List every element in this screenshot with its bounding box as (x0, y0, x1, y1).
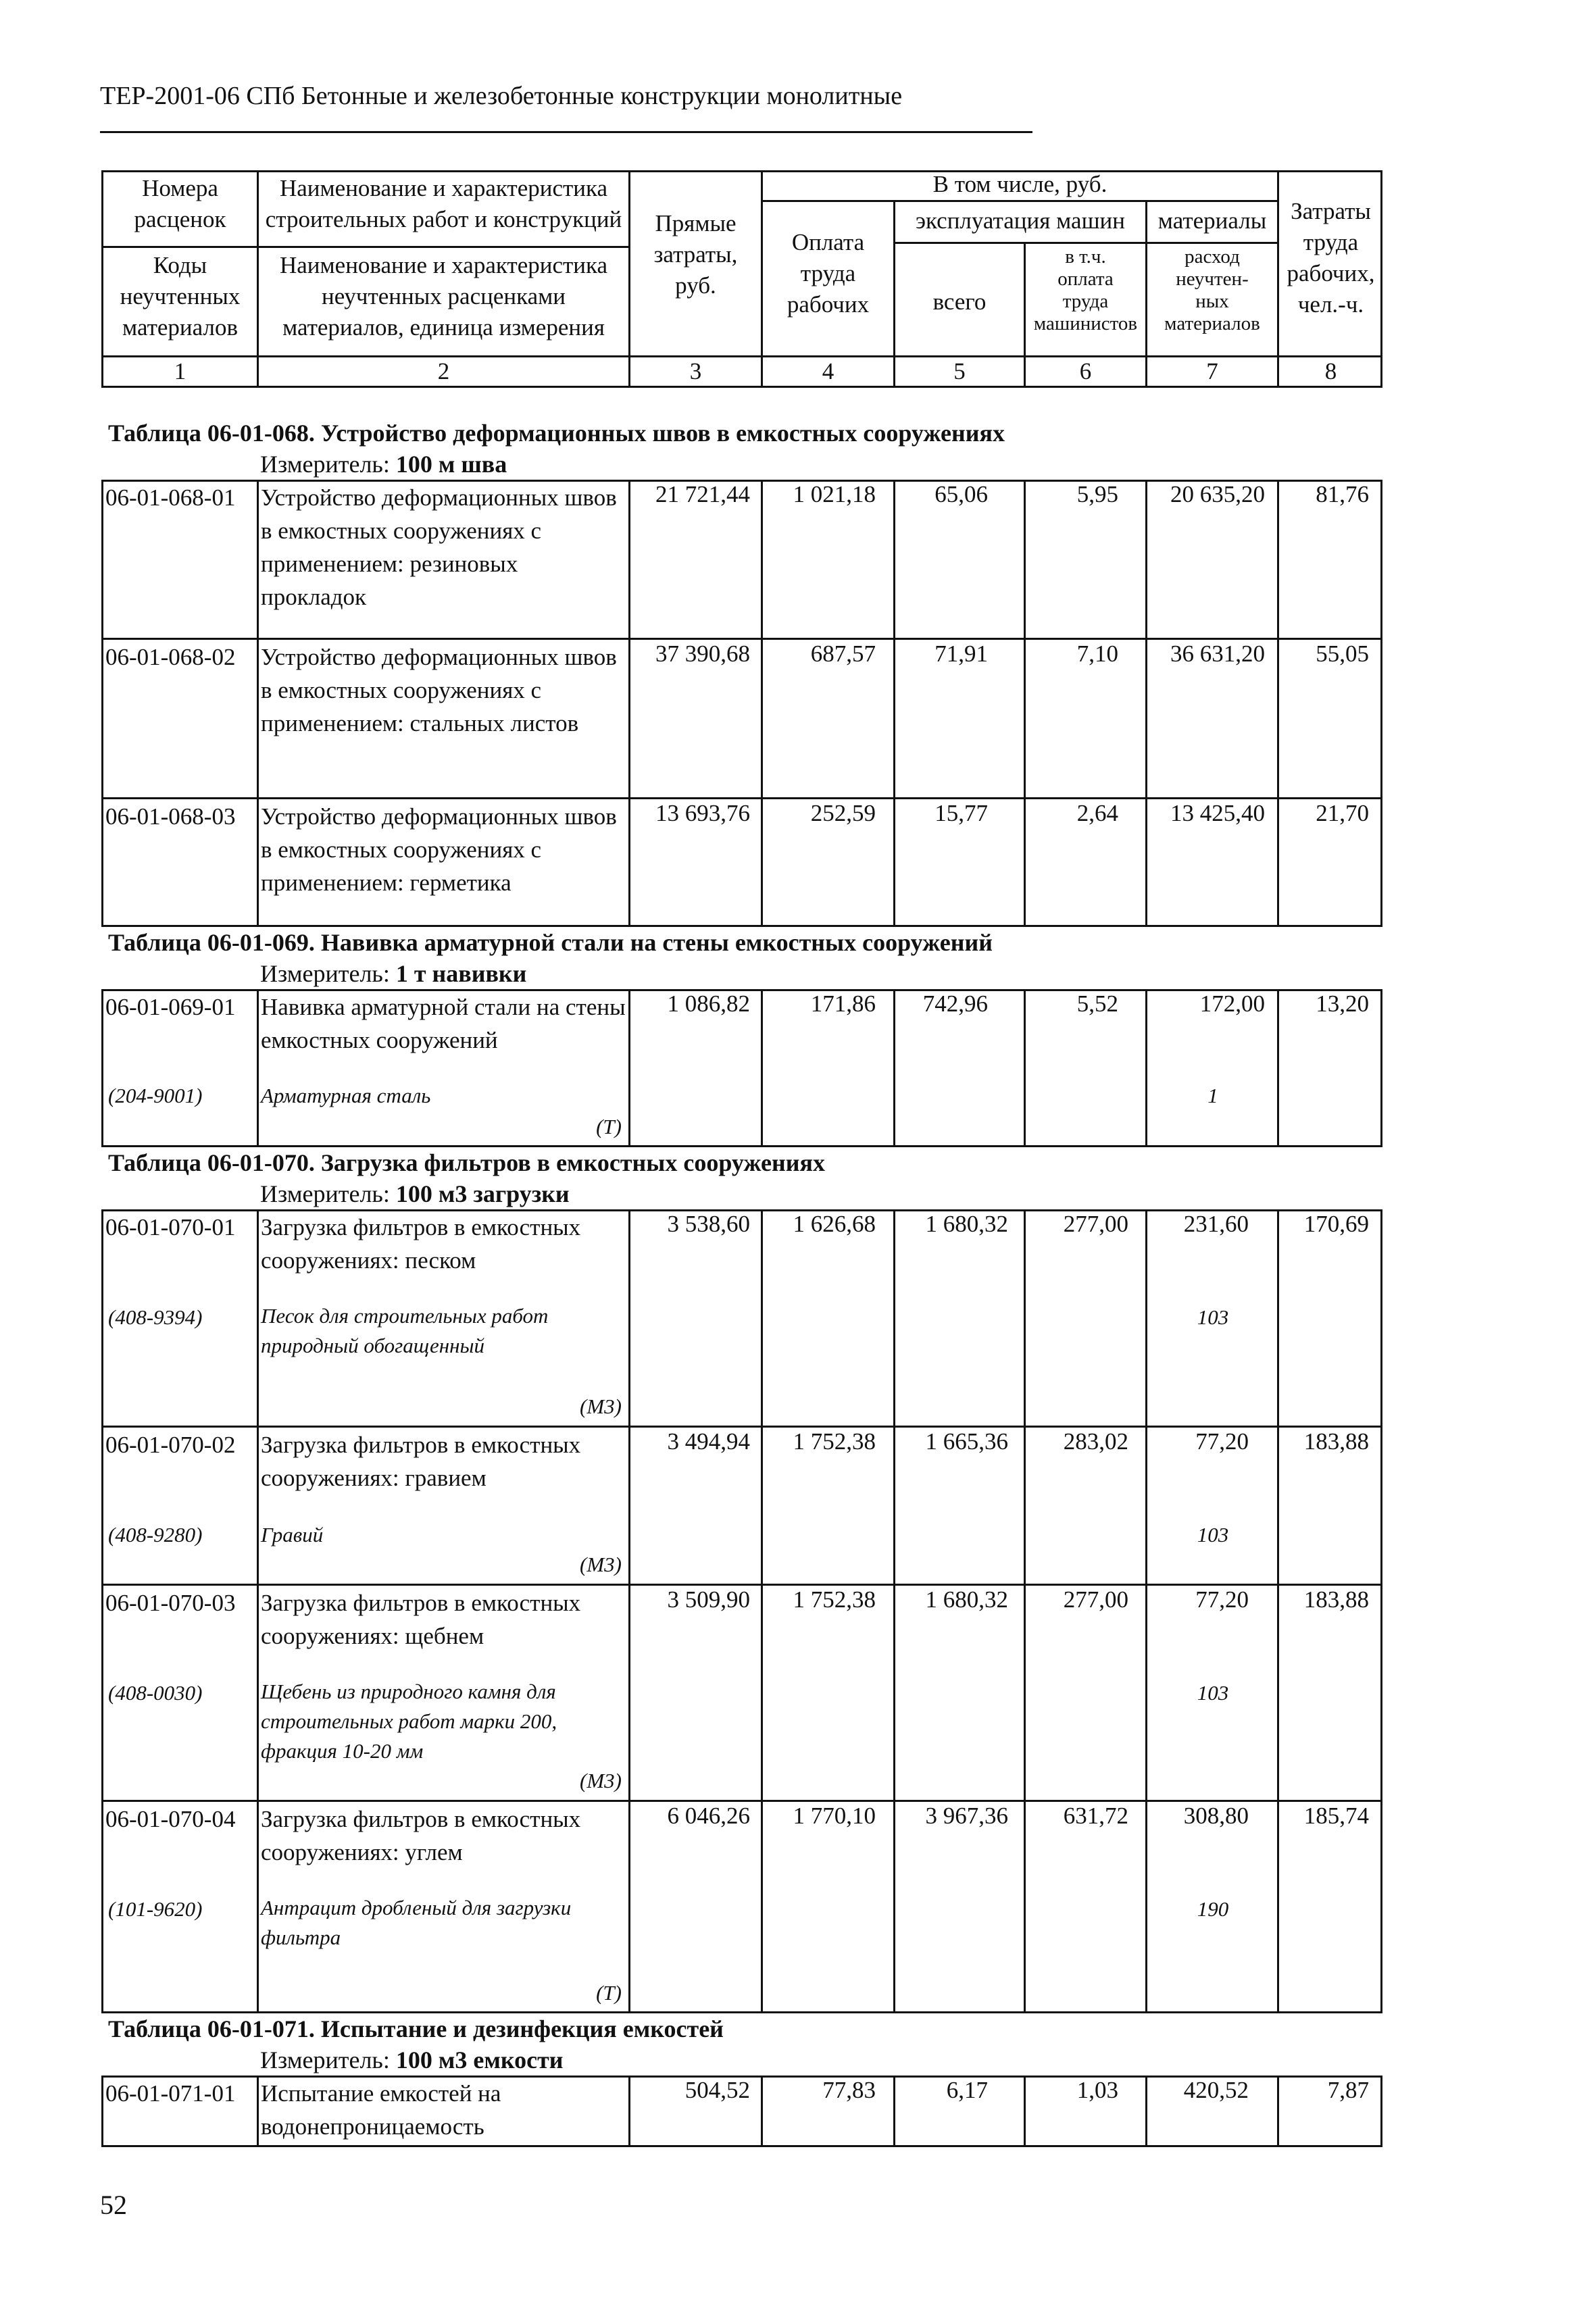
worker-pay: 77,83 (822, 2077, 876, 2103)
direct-costs: 1 086,82 (667, 990, 750, 1017)
direct-costs: 13 693,76 (655, 800, 750, 826)
operator-pay: 1,03 (1076, 2077, 1118, 2103)
material-quantity: 103 (1197, 1523, 1229, 1546)
labor-hours: 55,05 (1316, 640, 1369, 667)
materials-cost: 77,20 (1195, 1428, 1249, 1455)
worker-pay: 1 021,18 (793, 481, 876, 507)
materials-cost: 231,60 (1183, 1211, 1249, 1237)
rate-code: 06-01-070-02 (105, 1432, 236, 1458)
material-quantity: 190 (1197, 1897, 1229, 1921)
header-machines-total: всего (932, 288, 987, 315)
column-number: 5 (953, 358, 966, 384)
section-measure: Измеритель: 100 м шва (260, 451, 507, 478)
material-unit: (М3) (580, 1769, 622, 1792)
header-machines: эксплуатация машин (916, 207, 1125, 234)
material-name: Арматурная сталь (261, 1084, 431, 1107)
work-description: Навивка арматурной стали на стены емкостных сооружений (261, 994, 626, 1053)
labor-hours: 21,70 (1316, 800, 1369, 826)
material-name: Гравий (261, 1523, 324, 1546)
labor-hours: 185,74 (1303, 1803, 1369, 1829)
operator-pay: 631,72 (1063, 1803, 1128, 1829)
material-unit: (М3) (580, 1553, 622, 1576)
worker-pay: 1 770,10 (793, 1803, 876, 1829)
materials-cost: 20 635,20 (1170, 481, 1265, 507)
rate-code: 06-01-070-03 (105, 1590, 236, 1616)
materials-cost: 172,00 (1199, 990, 1265, 1017)
operator-pay: 5,95 (1076, 481, 1118, 507)
header-work-name: Наименование и характеристика строительных работ и конструкций (265, 175, 622, 232)
section-title: Таблица 06-01-069. Навивка арматурной стали на стены емкостных сооружений (108, 929, 993, 956)
operator-pay: 277,00 (1063, 1586, 1128, 1613)
work-description: Загрузка фильтров в емкостных сооружениях: песком (261, 1214, 581, 1274)
header-including: В том числе, руб. (932, 171, 1107, 197)
material-code: (408-9394) (108, 1305, 203, 1329)
machine-costs: 3 967,36 (925, 1803, 1008, 1829)
column-number: 7 (1206, 358, 1218, 384)
header-operator-pay: в т.ч. оплата труда машинистов (1033, 246, 1138, 334)
rate-code: 06-01-069-01 (105, 994, 236, 1020)
worker-pay: 252,59 (810, 800, 876, 826)
labor-hours: 81,76 (1316, 481, 1369, 507)
title-rule (100, 131, 1032, 133)
operator-pay: 277,00 (1063, 1211, 1128, 1237)
machine-costs: 65,06 (934, 481, 988, 507)
materials-cost: 77,20 (1195, 1586, 1249, 1613)
machine-costs: 1 680,32 (925, 1211, 1008, 1237)
rate-code: 06-01-070-01 (105, 1214, 236, 1240)
material-code: (101-9620) (108, 1897, 203, 1921)
work-description: Загрузка фильтров в емкостных сооружениях: гравием (261, 1432, 581, 1491)
machine-costs: 1 680,32 (925, 1586, 1008, 1613)
rate-code: 06-01-068-03 (105, 803, 236, 830)
operator-pay: 283,02 (1063, 1428, 1128, 1455)
material-quantity: 103 (1197, 1305, 1229, 1329)
materials-cost: 13 425,40 (1170, 800, 1265, 826)
page-number: 52 (100, 2190, 127, 2220)
direct-costs: 6 046,26 (667, 1803, 750, 1829)
operator-pay: 5,52 (1076, 990, 1118, 1017)
machine-costs: 71,91 (934, 640, 988, 667)
machine-costs: 742,96 (922, 990, 988, 1017)
section-title: Таблица 06-01-070. Загрузка фильтров в емкостных сооружениях (108, 1149, 825, 1176)
worker-pay: 1 752,38 (793, 1428, 876, 1455)
header-labor-hours: Затраты труда рабочих, чел.-ч. (1287, 198, 1375, 318)
section-measure: Измеритель: 1 т навивки (260, 960, 527, 987)
header-material-code: Коды неучтенных материалов (120, 252, 241, 341)
material-name: Щебень из природного камня для строительных работ марки 200, фракция 10-20 мм (261, 1680, 557, 1763)
direct-costs: 504,52 (684, 2077, 750, 2103)
section-title: Таблица 06-01-068. Устройство деформационных швов в емкостных сооружениях (108, 420, 1005, 447)
header-material-name: Наименование и характеристика неучтенных расценками материалов, единица измерения (279, 252, 608, 341)
machine-costs: 6,17 (946, 2077, 988, 2103)
direct-costs: 37 390,68 (655, 640, 750, 667)
header-worker-pay: Оплата труда рабочих (787, 229, 870, 318)
labor-hours: 183,88 (1303, 1428, 1369, 1455)
column-number: 1 (174, 358, 186, 384)
column-number: 6 (1079, 358, 1092, 384)
rate-code: 06-01-070-04 (105, 1806, 236, 1832)
materials-cost: 36 631,20 (1170, 640, 1265, 667)
material-name: Антрацит дробленый для загрузки фильтра (261, 1896, 572, 1949)
header-materials: материалы (1157, 207, 1267, 234)
work-description: Загрузка фильтров в емкостных сооружениях: щебнем (261, 1590, 581, 1649)
material-quantity: 1 (1207, 1084, 1218, 1107)
rate-code: 06-01-071-01 (105, 2080, 236, 2107)
operator-pay: 2,64 (1076, 800, 1118, 826)
materials-cost: 308,80 (1183, 1803, 1249, 1829)
header-unaccounted-materials: расход неучтен- ных материалов (1164, 246, 1260, 334)
rate-code: 06-01-068-01 (105, 484, 236, 511)
header-direct-costs: Прямые затраты, руб. (653, 210, 738, 299)
labor-hours: 170,69 (1303, 1211, 1369, 1237)
material-unit: (Т) (596, 1115, 622, 1138)
column-number: 8 (1324, 358, 1337, 384)
material-unit: (Т) (596, 1981, 622, 2005)
machine-costs: 1 665,36 (925, 1428, 1008, 1455)
rate-code: 06-01-068-02 (105, 644, 236, 670)
header-rate-number: Номера расценок (134, 175, 226, 232)
column-number: 2 (437, 358, 450, 384)
labor-hours: 7,87 (1327, 2077, 1369, 2103)
material-code: (204-9001) (108, 1084, 203, 1107)
worker-pay: 1 626,68 (793, 1211, 876, 1237)
direct-costs: 3 509,90 (667, 1586, 750, 1613)
worker-pay: 1 752,38 (793, 1586, 876, 1613)
section-title: Таблица 06-01-071. Испытание и дезинфекция емкостей (108, 2015, 724, 2042)
section-measure: Измеритель: 100 м3 емкости (260, 2046, 564, 2073)
materials-cost: 420,52 (1183, 2077, 1249, 2103)
work-description: Загрузка фильтров в емкостных сооружениях: углем (261, 1806, 581, 1865)
column-number: 4 (822, 358, 834, 384)
labor-hours: 183,88 (1303, 1586, 1369, 1613)
material-name: Песок для строительных работ природный обогащенный (261, 1304, 549, 1357)
operator-pay: 7,10 (1076, 640, 1118, 667)
worker-pay: 171,86 (810, 990, 876, 1017)
labor-hours: 13,20 (1316, 990, 1369, 1017)
material-code: (408-9280) (108, 1523, 203, 1546)
document-title: ТЕР-2001-06 СПб Бетонные и железобетонные конструкции монолитные (100, 82, 903, 110)
work-description: Устройство деформационных швов в емкостных сооружениях с применением: стальных листов (261, 644, 617, 736)
material-quantity: 103 (1197, 1681, 1229, 1705)
material-code: (408-0030) (108, 1681, 203, 1705)
section-measure: Измеритель: 100 м3 загрузки (260, 1180, 570, 1207)
work-description: Испытание емкостей на водонепроницаемость (261, 2080, 501, 2140)
direct-costs: 21 721,44 (655, 481, 750, 507)
work-description: Устройство деформационных швов в емкостных сооружениях с применением: герметика (261, 803, 617, 896)
worker-pay: 687,57 (810, 640, 876, 667)
direct-costs: 3 538,60 (667, 1211, 750, 1237)
direct-costs: 3 494,94 (667, 1428, 750, 1455)
machine-costs: 15,77 (934, 800, 988, 826)
work-description: Устройство деформационных швов в емкостных сооружениях с применением: резиновых прокладок (261, 484, 617, 610)
column-number: 3 (689, 358, 702, 384)
material-unit: (М3) (580, 1394, 622, 1418)
